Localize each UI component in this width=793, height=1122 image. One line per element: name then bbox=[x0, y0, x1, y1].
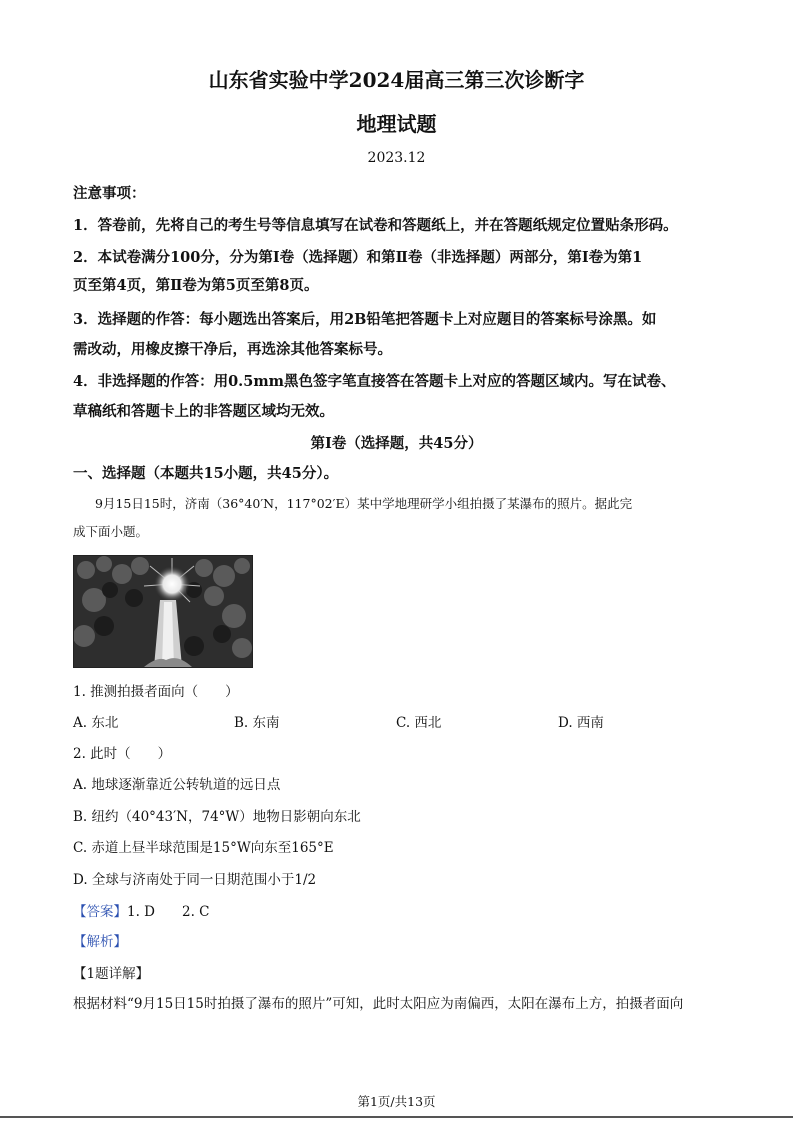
notes-line: 页至第4页，第Ⅱ卷为第5页至第8页。 bbox=[73, 277, 319, 294]
answer-option: D. 西南 bbox=[558, 715, 604, 731]
notes-line: 2．本试卷满分100分，分为第Ⅰ卷（选择题）和第Ⅱ卷（非选择题）两部分，第Ⅰ卷为第1 bbox=[73, 249, 643, 266]
exam-title: 山东省实验中学2024届高三第三次诊断字 bbox=[208, 68, 585, 92]
exam-subtitle: 地理试题 bbox=[356, 112, 437, 136]
part-heading: 一、选择题（本题共15小题，共45分）。 bbox=[73, 465, 339, 482]
question-intro: 成下面小题。 bbox=[73, 524, 149, 539]
section-title: 第Ⅰ卷（选择题，共45分） bbox=[310, 435, 483, 452]
notes-heading: 注意事项： bbox=[73, 185, 146, 202]
analysis-label: 【解析】 bbox=[73, 934, 127, 950]
answer-option: B. 东南 bbox=[234, 715, 280, 731]
analysis-text: 根据材料“9月15日15时拍摄了瀑布的照片”可知，此时太阳应为南偏西，太阳在瀑布上方，拍摄者面向 bbox=[73, 996, 684, 1012]
answer-option: B. 纽约（40°43′N，74°W）地物日影朝向东北 bbox=[73, 809, 361, 825]
notes-line: 需改动，用橡皮擦干净后，再选涂其他答案标号。 bbox=[73, 341, 392, 358]
answer-text: 1. D 2. C bbox=[127, 904, 210, 920]
question-stem: 2. 此时（ ） bbox=[73, 746, 172, 762]
notes-line: 3．选择题的作答：每小题选出答案后，用2B铅笔把答题卡上对应题目的答案标号涂黑。如 bbox=[73, 311, 657, 328]
question-stem: 1. 推测拍摄者面向（ ） bbox=[73, 684, 239, 700]
answer-option: A. 地球逐渐靠近公转轨道的远日点 bbox=[73, 777, 281, 793]
waterfall-illustration bbox=[74, 556, 252, 667]
answer-line bbox=[73, 900, 210, 920]
answer-option: C. 赤道上昼半球范围是15°W向东至165°E bbox=[73, 840, 334, 856]
footer-divider bbox=[0, 1116, 793, 1118]
answer-option: C. 西北 bbox=[396, 715, 442, 731]
notes-line: 草稿纸和答题卡上的非答题区域均无效。 bbox=[73, 403, 334, 420]
detail-heading: 【1题详解】 bbox=[73, 966, 150, 982]
answer-label: 【答案】 bbox=[73, 904, 127, 920]
answer-option: D. 全球与济南处于同一日期范围小于1/2 bbox=[73, 872, 317, 888]
notes-line: 1．答卷前，先将自己的考生号等信息填写在试卷和答题纸上，并在答题纸规定位置贴条形码。 bbox=[73, 217, 678, 234]
waterfall-photo bbox=[73, 555, 253, 668]
question-intro: 9月15日15时，济南（36°40′N，117°02′E）某中学地理研学小组拍摄了某瀑布的照片。据此完 bbox=[95, 496, 633, 511]
exam-date: 2023.12 bbox=[367, 150, 426, 166]
notes-line: 4．非选择题的作答：用0.5mm黑色签字笔直接答在答题卡上对应的答题区域内。写在试卷、 bbox=[73, 373, 676, 390]
page-number: 第1页/共13页 bbox=[357, 1094, 436, 1109]
answer-option: A. 东北 bbox=[73, 715, 119, 731]
